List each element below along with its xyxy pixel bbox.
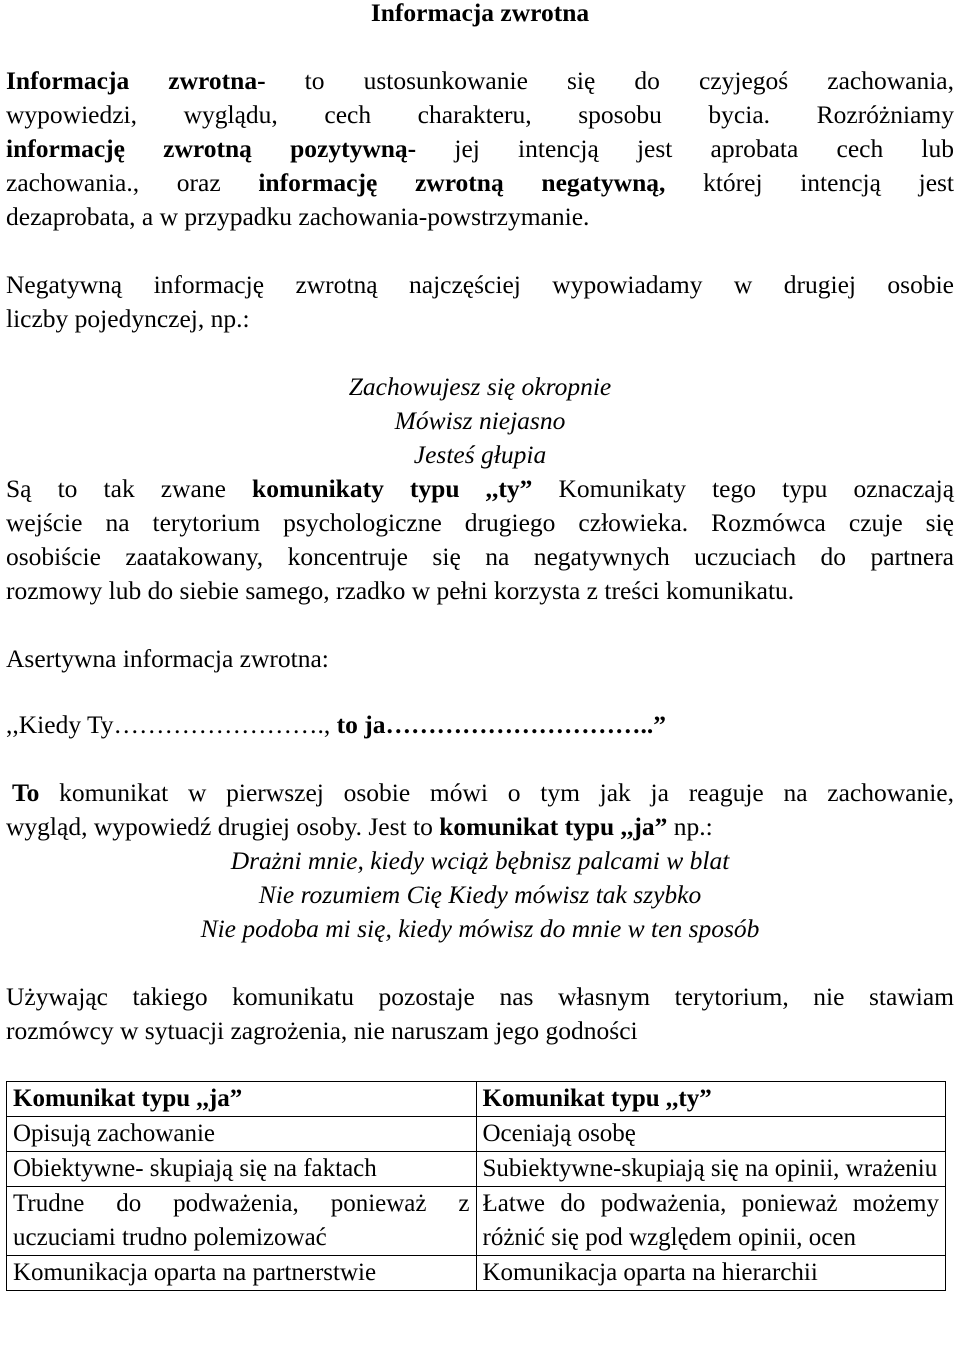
ja-example-text: Nie podoba mi się, kiedy mówisz do mnie w ten sposób: [200, 914, 760, 943]
para1-line1: [6, 64, 954, 98]
table-row: [7, 1152, 946, 1187]
para3-line4: rozmowy lub do siebie samego, rzadko w pełni korzysta z treści komunikatu.: [6, 576, 795, 605]
para1-text: której intencją jest: [703, 168, 955, 197]
ty-message-bold: komunikaty typu ,,ty”: [252, 474, 533, 503]
table-header-row: [7, 1082, 946, 1117]
table-cell: Trudne do podważenia, ponieważ z uczuciami trudno polemizować: [7, 1187, 477, 1256]
table-row: [7, 1256, 946, 1291]
para1-line4: [6, 166, 954, 200]
table-header-ty: Komunikat typu ,,ty”: [476, 1082, 946, 1117]
table-header-ja: Komunikat typu ,,ja”: [7, 1082, 477, 1117]
ja-example: [6, 844, 954, 878]
table-cell: Komunikacja oparta na partnerstwie: [7, 1256, 477, 1291]
para1-line5: dezaprobata, a w przypadku zachowania-powstrzymanie.: [6, 202, 590, 231]
ty-example-text: Jesteś głupia: [413, 440, 547, 469]
table-cell: Opisują zachowanie: [7, 1117, 477, 1152]
para3-text: Są to tak zwane: [6, 474, 226, 503]
table-cell: Łatwe do podważenia, ponieważ możemy różnić się pod względem opinii, ocen: [476, 1187, 946, 1256]
para1-line2: wypowiedzi, wyglądu, cech charakteru, sposobu bycia. Rozróżniamy: [6, 100, 954, 129]
ty-example-text: Zachowujesz się okropnie: [348, 372, 612, 401]
para4-text: np.:: [673, 812, 713, 841]
ty-example: [6, 370, 954, 404]
para5-line2: rozmówcy w sytuacji zagrożenia, nie naruszam jego godności: [6, 1016, 638, 1045]
para3-line2: wejście na terytorium psychologiczne drugiego człowieka. Rozmówca czuje się: [6, 508, 954, 537]
ty-example: [6, 404, 954, 438]
para4-bold: To: [12, 778, 40, 807]
formula-part1: ,,Kiedy Ty…………………….,: [6, 710, 331, 739]
formula-part2: to ja…………………………..”: [336, 710, 667, 739]
para2-line2: liczby pojedynczej, np.:: [6, 304, 250, 333]
table-row: [7, 1117, 946, 1152]
para1-text: jej intencją jest aprobata cech lub: [454, 134, 954, 163]
para1-text: zachowania., oraz: [6, 168, 221, 197]
para4-text: wygląd, wypowiedź drugiej osoby. Jest to: [6, 812, 433, 841]
table-cell: Komunikacja oparta na hierarchii: [476, 1256, 946, 1291]
para3-line1: [6, 472, 954, 506]
ja-example-text: Drażni mnie, kiedy wciąż bębnisz palcami w blat: [230, 846, 730, 875]
ja-example: [6, 912, 954, 946]
term-bold: Informacja zwrotna-: [6, 66, 266, 95]
table-cell: Oceniają osobę: [476, 1117, 946, 1152]
assertive-heading: Asertywna informacja zwrotna:: [6, 644, 329, 673]
para4-text: komunikat w pierwszej osobie mówi o tym jak ja reaguje na zachowanie,: [59, 778, 954, 807]
para2-line1: Negatywną informację zwrotną najczęściej wypowiadamy w drugiej osobie: [6, 270, 954, 299]
comparison-table: [6, 1081, 946, 1291]
para3-text: Komunikaty tego typu oznaczają: [558, 474, 955, 503]
ja-example-text: Nie rozumiem Cię Kiedy mówisz tak szybko: [258, 880, 702, 909]
para1-line3: [6, 132, 954, 166]
formula-line: [6, 708, 954, 742]
para4-line2: [6, 810, 954, 844]
negative-feedback-bold: informację zwrotną negatywną,: [258, 168, 666, 197]
para3-line3: osobiście zaatakowany, koncentruje się na negatywnych uczuciach do partnera: [6, 542, 954, 571]
page-title: Informacja zwrotna: [370, 0, 590, 27]
ja-message-bold: komunikat typu ,,ja”: [439, 812, 668, 841]
table-cell: Obiektywne- skupiają się na faktach: [7, 1152, 477, 1187]
ty-example-text: Mówisz niejasno: [394, 406, 566, 435]
para4-line1: [6, 776, 954, 810]
para5-line1: Używając takiego komunikatu pozostaje nas własnym terytorium, nie stawiam: [6, 982, 954, 1011]
ja-example: [6, 878, 954, 912]
table-cell: Subiektywne-skupiają się na opinii, wrażeniu: [476, 1152, 946, 1187]
positive-feedback-bold: informację zwrotną pozytywną-: [6, 134, 417, 163]
ty-example: [6, 438, 954, 472]
para1-text: to ustosunkowanie się do czyjegoś zachowania,: [304, 66, 954, 95]
table-row: [7, 1187, 946, 1256]
